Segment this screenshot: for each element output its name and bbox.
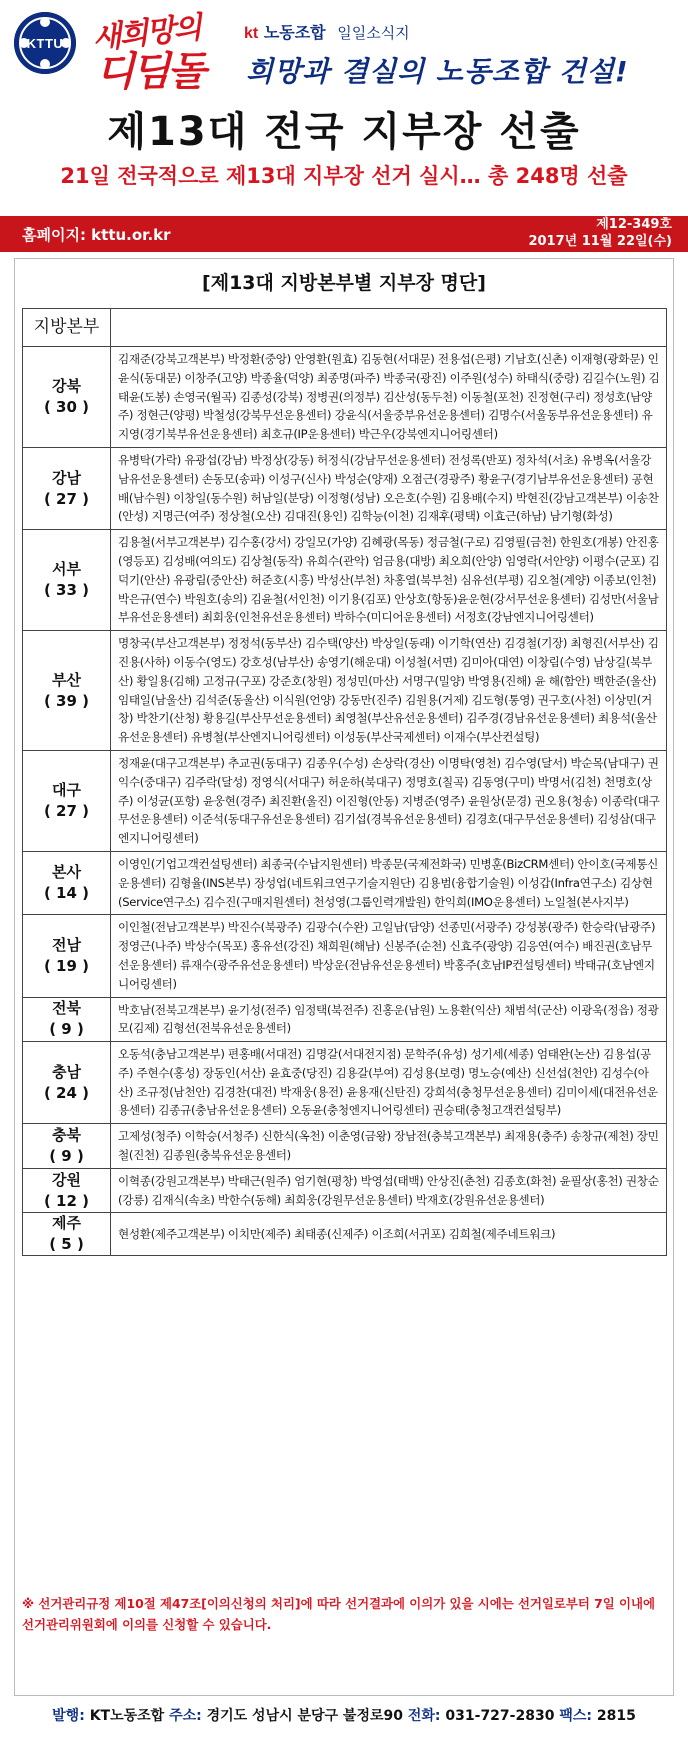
region-cell [23, 1042, 111, 1124]
info-bar [0, 216, 688, 252]
chief-names-cell: 김재준(강북고객본부) 박정환(중앙) 안영환(원효) 김동현(서대문) 전용섭(은평) 기남호(신촌) 이재형(광화문) 인윤식(동대문) 이창주(고양) 박종율(덕양) 최종명(파주) 박종국(광진) 이주원(성수) 하태식(중랑) 김길수(노원) 김태윤(도봉) 손영국(월곡) 김종성(강북) 정병권(의정부) 김산성(동두천) 이동철(포천) 진정현(구리) 정성호(남양주) 정현근(양평) 박철성(강북무선운용센터) 강윤식(서울중부유선운용센터) 김명수(서울동부유선운용센터) 유지영(경기북부유선운용센터) 최호규(IP운용센터) 박근우(강북엔지니어링센터) [111, 347, 667, 448]
table-row [23, 347, 667, 448]
region-cell [23, 631, 111, 751]
logo-text: KTTU [26, 35, 64, 51]
region-name: 전남 [52, 935, 81, 954]
region-cell [23, 851, 111, 914]
masthead [0, 0, 688, 95]
region-cell [23, 530, 111, 631]
region-cell [23, 1168, 111, 1213]
table-header-blank [111, 309, 667, 347]
region-count: ( 30 ) [43, 397, 90, 416]
region-name: 부산 [52, 670, 81, 689]
table-row [23, 851, 667, 914]
issue-date: 2017년 11월 22일(수) [528, 234, 672, 249]
list-title: [제13대 지방본부별 지부장 명단] [202, 272, 486, 294]
issue-info [528, 216, 672, 250]
phone: 031-727-2830 [445, 1708, 555, 1724]
region-name: 충남 [52, 1062, 81, 1081]
region-name: 제주 [52, 1214, 81, 1233]
chief-names-cell: 김용철(서부고객본부) 김수홍(강서) 강일모(가양) 김혜광(목동) 정금철(구로) 김영필(금천) 한원호(개봉) 안진홍(영등포) 김성배(여의도) 김상철(동작) 유희수(관악) 엄금용(대방) 최오희(안양) 임영락(서안양) 이평수(군포) 김덕기(안산) 유광림(중안산) 허준호(시흥) 박성산(부천) 차홍열(북부천) 심유선(부평) 김오철(계양) 이종보(인천) 박은규(연수) 박원호(송의) 김윤철(서인천) 이기용(김포) 안상호(항동)윤운현(강서무선운용센터) 김성만(서울남부유선운용센터) 최회웅(인천유선운용센터) 박하수(미디어운용센터) 서정호(강남엔지니어링센터) [111, 530, 667, 631]
table-row [23, 1042, 667, 1124]
region-count: ( 19 ) [43, 956, 90, 975]
union-label: 노동조합 [263, 23, 326, 42]
chief-names-cell: 이인철(전남고객본부) 박진수(북광주) 김광수(수완) 고일남(담양) 선종민(서광주) 강성봉(광주) 한승락(남광주) 정영근(나주) 박상수(목포) 홍유선(강진) 채희원(해남) 신봉주(순천) 신효주(광양) 김응연(여수) 배진권(호남무선운용센터) 류재수(광주유선운용센터) 박상운(전남유선운용센터) 박홍주(호남IP컨설팅센터) 박태규(호남엔지니어링센터) [111, 915, 667, 997]
table-row [23, 915, 667, 997]
region-name: 강북 [52, 376, 81, 395]
chief-names-cell: 이혁종(강원고객본부) 박태근(원주) 엄기현(평창) 박영섭(태백) 안상진(춘천) 김종호(화천) 윤필상(홍천) 권창순(강릉) 김재식(속초) 박한수(동해) 최희웅(강원무선운용센터) 박재호(강원유선운용센터) [111, 1168, 667, 1213]
address-label: 주소: [169, 1708, 202, 1724]
table-header-region: 지방본부 [23, 309, 111, 347]
publisher: KT노동조합 [89, 1708, 165, 1724]
chief-names-cell: 이영인(기업고객컨설팅센터) 최종국(수납지원센터) 박종문(국제전화국) 민병훈(BizCRM센터) 안이호(국제통신운용센터) 김형율(INS본부) 장성업(네트워크연구기술지원단) 김용범(융합기술원) 이성갑(Infra연구소) 김상현(Service연구소) 김수진(구매지원센터) 천성영(그룹인력개발원) 한익희(IMO운용센터) 노일철(본사지부) [111, 851, 667, 914]
region-cell [23, 915, 111, 997]
region-name: 서부 [52, 560, 81, 579]
slogan-line2: 디딤돌 [96, 48, 203, 95]
chief-names-cell: 박호남(전북고객본부) 윤기성(전주) 임정택(북전주) 진홍운(남원) 노용환(익산) 채범석(군산) 이광욱(정읍) 정광모(김제) 김형선(전북유선운용센터) [111, 997, 667, 1042]
table-row [23, 1213, 667, 1256]
region-count: ( 9 ) [49, 1020, 84, 1039]
table-row [23, 530, 667, 631]
region-count: ( 39 ) [43, 691, 90, 710]
region-count: ( 14 ) [43, 884, 90, 903]
region-count: ( 5 ) [49, 1235, 84, 1254]
slogan-line1: 새희망의 [90, 10, 202, 57]
footer [0, 1705, 688, 1725]
region-name: 강원 [52, 1170, 81, 1189]
region-count: ( 27 ) [43, 801, 90, 820]
publisher-label: 발행: [52, 1708, 85, 1724]
table-row [23, 631, 667, 751]
table-row [23, 1168, 667, 1213]
region-count: ( 27 ) [43, 489, 90, 508]
page-subtitle: 21일 전국적으로 제13대 지부장 선거 실시… 총 248명 선출 [60, 164, 628, 188]
fax-label: 팩스: [559, 1708, 592, 1724]
region-cell [23, 750, 111, 851]
region-name: 대구 [52, 780, 81, 799]
region-count: ( 9 ) [49, 1147, 84, 1166]
region-count: ( 33 ) [43, 581, 90, 600]
page-title: 제13대 전국 지부장 선출 [107, 109, 581, 155]
branch-chief-table [22, 308, 667, 1256]
region-name: 본사 [52, 863, 81, 882]
table-row [23, 447, 667, 529]
region-count: ( 24 ) [43, 1083, 90, 1102]
chief-names-cell: 현성환(제주고객본부) 이치만(제주) 최태종(신제주) 이조희(서귀포) 김희철(제주네트워크) [111, 1213, 667, 1256]
table-row [23, 750, 667, 851]
region-count: ( 12 ) [43, 1191, 90, 1210]
table-row [23, 1124, 667, 1169]
hope-slogan: 희망과 결실의 노동조합 건설! [246, 55, 629, 88]
region-cell [23, 347, 111, 448]
notice-text: ※ 선거관리규정 제10절 제47조[이의신청의 처리]에 따라 선거결과에 이의가 있을 시에는 선거일로부터 7일 이내에 선거관리위원회에 이의를 신청할 수 있습니다. [22, 1596, 655, 1632]
fax: 2815 [596, 1708, 636, 1724]
chief-names-cell: 정재윤(대구고객본부) 추교권(동대구) 김종우(수성) 손상락(경산) 이명탁(영천) 김수영(달서) 박순목(남대구) 권익수(중대구) 김주락(달성) 정영식(서대구) 허운하(북대구) 정명호(칠곡) 김동영(구미) 박명서(김천) 천명호(상주) 이성균(포항) 윤웅현(경주) 최진환(울진) 이진형(안동) 지병준(영주) 윤원상(문경) 권오용(청송) 이종락(대구무선운용센터) 이준석(동대구유선운용센터) 김기섭(경북유선운용센터) 김경호(대구무선운용센터) 김성삼(대구엔지니어링센터) [111, 750, 667, 851]
chief-names-cell: 오동석(충남고객본부) 편홍배(서대전) 김명갈(서대전지점) 문학주(유성) 성기세(세종) 엄태완(논산) 김용섭(공주) 주현수(홍성) 장동인(서산) 윤효중(당진) 김용갈(부여) 김성용(보령) 명노승(예산) 신선섭(천안) 김성수(아산) 조규정(남천안) 김경찬(대전) 박재웅(용전) 윤용재(신탄진) 강희석(충청무선운용센터) 김미이세(대전유선운용센터) 김종규(충남유선운용센터) 오동윤(충청엔지니어링센터) 권승태(충청고객컨설팅부) [111, 1042, 667, 1124]
union-name [244, 20, 410, 43]
region-name: 충북 [52, 1126, 81, 1145]
region-cell [23, 1124, 111, 1169]
region-cell [23, 1213, 111, 1256]
region-name: 강남 [52, 468, 81, 487]
table-row [23, 997, 667, 1042]
address: 경기도 성남시 분당구 불정로90 [206, 1708, 403, 1724]
chief-names-cell: 고제성(청주) 이학승(서청주) 신한식(옥천) 이춘영(금왕) 장남전(충북고객본부) 최재용(충주) 송창규(제천) 장민철(진천) 김종원(충북유선운용센터) [111, 1124, 667, 1169]
table-header-row [23, 309, 667, 347]
region-cell [23, 997, 111, 1042]
homepage-link[interactable]: 홈페이지: kttu.or.kr [22, 226, 171, 244]
issue-number: 제12-349호 [596, 217, 672, 232]
chief-names-cell: 유병탁(가락) 유광섭(강남) 박정상(강동) 허정식(강남무선운용센터) 전성록(반포) 정차석(서초) 유병옥(서울강남유선운용센터) 손동모(송파) 이성구(신사) 박성순(양재) 오점근(경광주) 황윤구(경기남부유선운용센터) 공현배(남수원) 이창일(동수원) 허남일(분당) 이정형(성남) 오은호(수원) 김용배(수지) 박현진(강남고객본부) 이송찬(안성) 지명근(여주) 정상철(오산) 김대진(용인) 김학능(이천) 김재후(평택) 이효근(하남) 남기형(화성) [111, 447, 667, 529]
region-cell [23, 447, 111, 529]
kt-mark: kt [244, 25, 259, 42]
kttu-logo [14, 12, 76, 74]
region-name: 전북 [52, 999, 81, 1018]
bulletin-label: 일일소식지 [337, 24, 410, 42]
chief-names-cell: 명창국(부산고객본부) 정정석(동부산) 김수택(양산) 박상일(동래) 이기학(연산) 김경철(기장) 최형진(서부산) 김진용(사하) 이동수(영도) 강호성(남부산) 송영기(해운대) 이성철(서면) 김미아(대연) 이창림(수영) 남상길(북부산) 황일용(김해) 고정규(구포) 강준호(창원) 정성민(마산) 서명구(밀양) 박영용(진해) 윤 해(함안) 백한준(울산) 임태일(남울산) 김석준(동울산) 이식원(언양) 강동만(진주) 김원용(거제) 김도형(통영) 권구호(사천) 이상민(거창) 박찬기(산청) 황용길(부산무선운용센터) 최영철(부산유선운용센터) 김주경(경남유선운용센터) 최용석(울산유선운용센터) 유병철(부산엔지니어링센터) 이성동(부산국제센터) 이재수(부산컨설팅) [111, 631, 667, 751]
phone-label: 전화: [407, 1708, 441, 1724]
